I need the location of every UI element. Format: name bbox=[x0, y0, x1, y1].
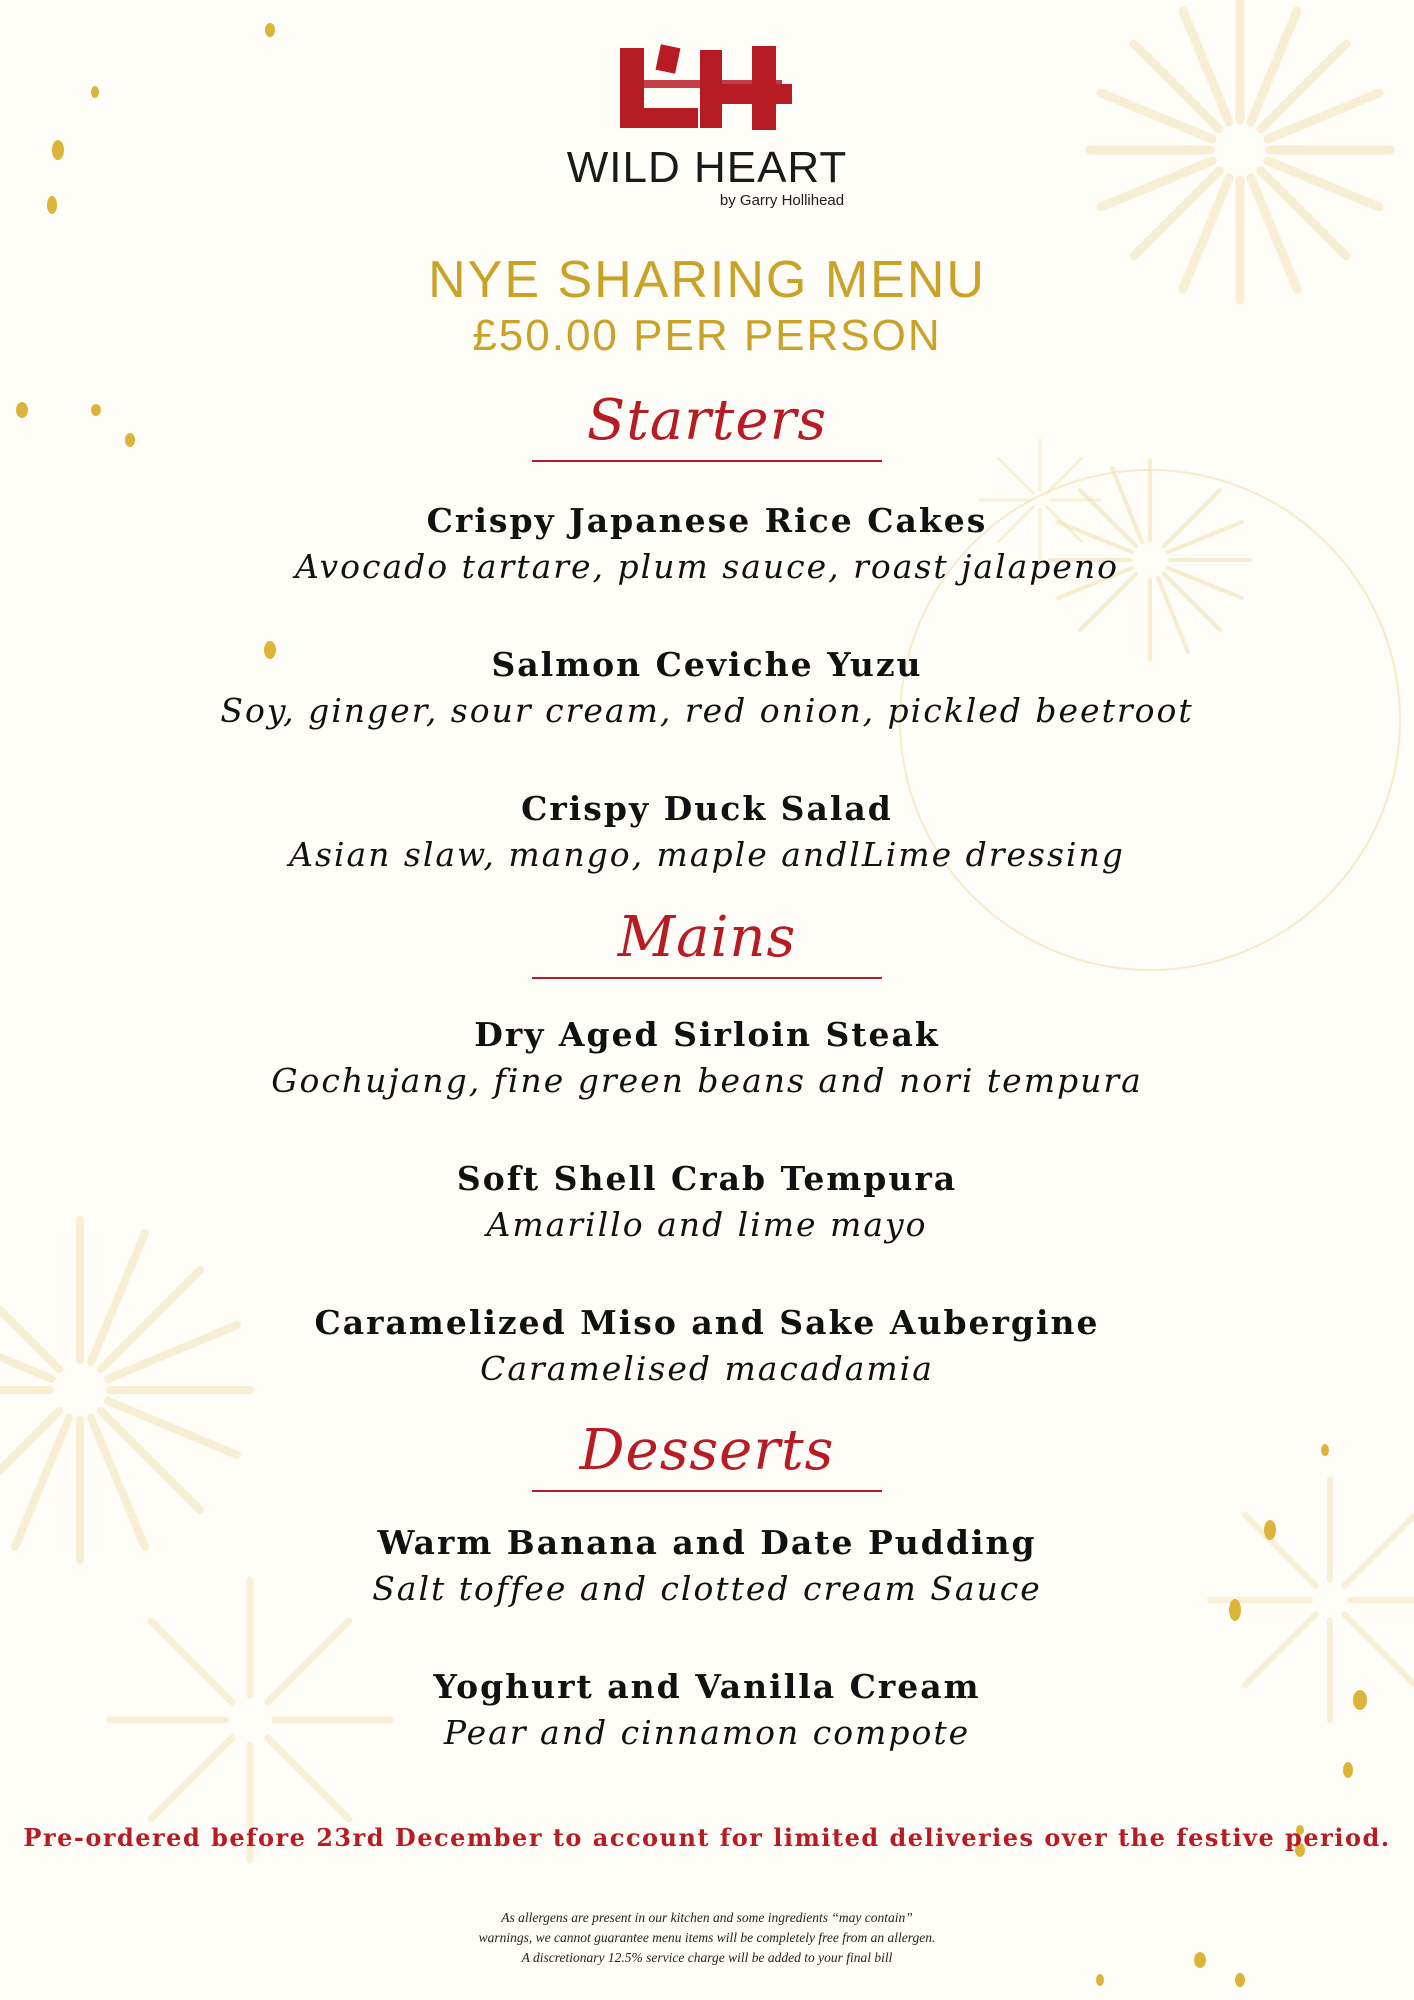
section-title: Mains bbox=[617, 905, 797, 970]
section-title: Starters bbox=[586, 388, 828, 453]
dish-name: Caramelized Miso and Sake Aubergine bbox=[314, 1303, 1100, 1342]
dish-description: Amarillo and lime mayo bbox=[486, 1205, 928, 1244]
menu-title: NYE SHARING MENU bbox=[428, 251, 986, 309]
brand-subtitle: by Garry Hollihead bbox=[719, 192, 845, 209]
wild-heart-logo-mark bbox=[612, 40, 802, 140]
dish-description: Avocado tartare, plum sauce, roast jalapeno bbox=[294, 547, 1120, 586]
dish-name: Soft Shell Crab Tempura bbox=[456, 1159, 958, 1198]
section-title: Desserts bbox=[579, 1418, 835, 1483]
dish-name: Dry Aged Sirloin Steak bbox=[474, 1015, 940, 1054]
dish-item bbox=[0, 1012, 1414, 1104]
dish-description: Gochujang, fine green beans and nori tempura bbox=[271, 1061, 1143, 1100]
dish-item bbox=[0, 642, 1414, 734]
dish-name: Crispy Japanese Rice Cakes bbox=[426, 501, 988, 540]
menu-price: £50.00 PER PERSON bbox=[472, 311, 942, 360]
dish-name: Yoghurt and Vanilla Cream bbox=[433, 1667, 981, 1706]
dish-name: Salmon Ceviche Yuzu bbox=[491, 645, 923, 684]
dish-item bbox=[0, 1156, 1414, 1248]
dish-item bbox=[0, 498, 1414, 590]
dish-item bbox=[0, 1664, 1414, 1756]
dish-name: Warm Banana and Date Pudding bbox=[377, 1523, 1037, 1562]
dish-description: Salt toffee and clotted cream Sauce bbox=[372, 1569, 1042, 1608]
dish-name: Crispy Duck Salad bbox=[521, 789, 893, 828]
dish-description: Soy, ginger, sour cream, red onion, pickled beetroot bbox=[220, 691, 1194, 730]
section-heading-starters bbox=[0, 386, 1414, 462]
allergen-line: warnings, we cannot guarantee menu items will be completely free from an allergen. bbox=[478, 1930, 936, 1945]
preorder-notice: Pre-ordered before 23rd December to account for limited deliveries over the festive period. bbox=[23, 1823, 1391, 1852]
dish-item bbox=[0, 786, 1414, 878]
dish-description: Asian slaw, mango, maple andlLime dressing bbox=[289, 835, 1125, 874]
dish-item bbox=[0, 1520, 1414, 1612]
section-divider bbox=[532, 1490, 882, 1492]
brand-logo bbox=[0, 40, 1414, 210]
service-charge-line: A discretionary 12.5% service charge will be added to your final bill bbox=[521, 1950, 893, 1965]
brand-name: WILD HEART bbox=[566, 143, 848, 192]
section-heading-mains bbox=[0, 903, 1414, 979]
section-heading-desserts bbox=[0, 1416, 1414, 1492]
dish-description: Pear and cinnamon compote bbox=[443, 1713, 971, 1752]
section-divider bbox=[532, 460, 882, 462]
section-divider bbox=[532, 977, 882, 979]
allergen-notice bbox=[0, 1908, 1414, 1968]
dish-description: Caramelised macadamia bbox=[480, 1349, 934, 1388]
allergen-line: As allergens are present in our kitchen and some ingredients “may contain” bbox=[501, 1910, 913, 1925]
dish-item bbox=[0, 1300, 1414, 1392]
